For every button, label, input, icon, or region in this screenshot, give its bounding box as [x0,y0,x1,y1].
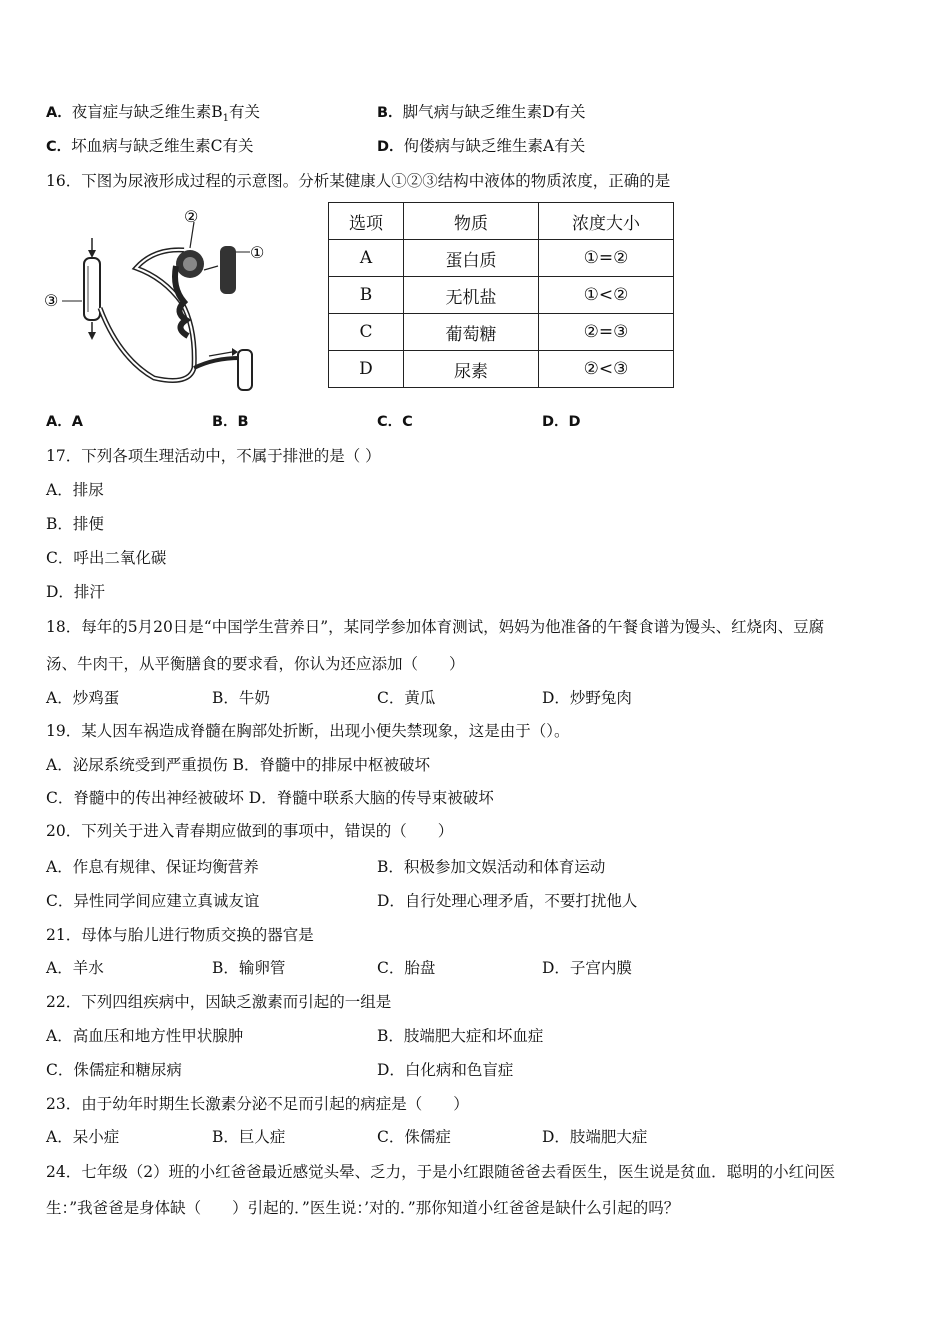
table-row [329,314,674,351]
table-header: 浓度大小 [539,203,674,240]
q21-option-b: B．输卵管 [212,959,286,977]
label-2: ② [184,208,199,226]
q22-option-c: C．侏儒症和糖尿病 [46,1061,182,1079]
table-cell: A [329,240,404,277]
q18-stem-line2: 汤、牛肉干，从平衡膳食的要求看，你认为还应添加（ ） [46,655,465,673]
q16-option-d: D．D [542,414,581,430]
nephron-diagram [44,208,284,398]
table-header: 选项 [329,203,404,240]
table-cell: 蛋白质 [404,240,539,277]
label-3: ③ [44,291,59,310]
q17-stem: 17．下列各项生理活动中，不属于排泄的是（ ） [46,447,381,465]
table-cell: ①=② [539,240,674,277]
table-cell: 葡萄糖 [404,314,539,351]
q21-option-c: C．胎盘 [377,959,436,977]
q20-option-a: A．作息有规律、保证均衡营养 [46,858,259,876]
q17-option-c: C．呼出二氧化碳 [46,549,167,567]
q16-option-b: B．B [212,414,249,430]
q15-option-c: C．坏血病与缺乏维生素C有关 [46,137,254,155]
q19-options-line2: C．脊髓中的传出神经被破坏 D．脊髓中联系大脑的传导束被破坏 [46,789,494,807]
q18-stem-line1: 18．每年的5月20日是“中国学生营养日”，某同学参加体育测试，妈妈为他准备的午餐食谱为馒头、红烧肉、豆腐 [46,618,825,636]
q19-options-line1: A．泌尿系统受到严重损伤 B．脊髓中的排尿中枢被破坏 [46,756,431,774]
q24-stem-line2: 生：”我爸爸是身体缺（ ）引起的．”医生说：’对的．”那你知道小红爸爸是缺什么引起的吗？ [46,1199,680,1217]
q16-table [328,202,674,388]
q19-stem: 19．某人因车祸造成脊髓在胸部处折断，出现小便失禁现象，这是由于（）。 [46,722,570,740]
table-row [329,351,674,388]
table-cell: ①<② [539,277,674,314]
label-1: ① [250,243,265,262]
table-cell: C [329,314,404,351]
q21-option-d: D．子宫内膜 [542,959,632,977]
q24-stem-line1: 24．七年级（2）班的小红爸爸最近感觉头晕、乏力，于是小红跟随爸爸去看医生，医生说是贫血．聪明的小红问医 [46,1163,836,1181]
q22-option-b: B．肢端肥大症和坏血症 [377,1027,544,1045]
q23-option-d: D．肢端肥大症 [542,1128,648,1146]
q21-option-a: A．羊水 [46,959,104,977]
table-header: 物质 [404,203,539,240]
table-cell: ②<③ [539,351,674,388]
table-cell: D [329,351,404,388]
q18-option-c: C．黄瓜 [377,689,436,707]
q22-option-a: A．高血压和地方性甲状腺肿 [46,1027,244,1045]
q22-stem: 22．下列四组疾病中，因缺乏激素而引起的一组是 [46,993,392,1011]
q20-option-c: C．异性同学间应建立真诚友谊 [46,892,260,910]
q18-option-b: B．牛奶 [212,689,270,707]
q17-option-a: A．排尿 [46,481,104,499]
q23-option-c: C．侏儒症 [377,1128,451,1146]
q23-option-a: A．呆小症 [46,1128,120,1146]
q20-stem: 20．下列关于进入青春期应做到的事项中，错误的（ ） [46,822,454,840]
q17-option-b: B．排便 [46,515,104,533]
table-cell: ②=③ [539,314,674,351]
table-cell: 无机盐 [404,277,539,314]
q22-option-d: D．白化病和色盲症 [377,1061,514,1079]
q18-option-a: A．炒鸡蛋 [46,689,120,707]
q23-stem: 23．由于幼年时期生长激素分泌不足而引起的病症是（ ） [46,1095,469,1113]
q16-option-c: C．C [377,414,413,430]
table-row [329,277,674,314]
q17-option-d: D．排汗 [46,583,105,601]
q21-stem: 21．母体与胎儿进行物质交换的器官是 [46,926,314,944]
q16-stem: 16．下图为尿液形成过程的示意图。分析某健康人①②③结构中液体的物质浓度，正确的是 [46,172,671,190]
table-row [329,240,674,277]
q23-option-b: B．巨人症 [212,1128,286,1146]
table-header-row [329,203,674,240]
q18-option-d: D．炒野兔肉 [542,689,632,707]
q15-option-a: A．夜盲症与缺乏维生素$B_1$有关 [46,103,261,125]
q20-option-d: D．自行处理心理矛盾，不要打扰他人 [377,892,638,910]
q15-option-b: B．脚气病与缺乏维生素D有关 [377,103,586,121]
q15-option-d: D．佝偻病与缺乏维生素A有关 [377,137,586,155]
q20-option-b: B．积极参加文娱活动和体育运动 [377,858,606,876]
table-cell: B [329,277,404,314]
q16-option-a: A．A [46,414,83,430]
table-cell: 尿素 [404,351,539,388]
